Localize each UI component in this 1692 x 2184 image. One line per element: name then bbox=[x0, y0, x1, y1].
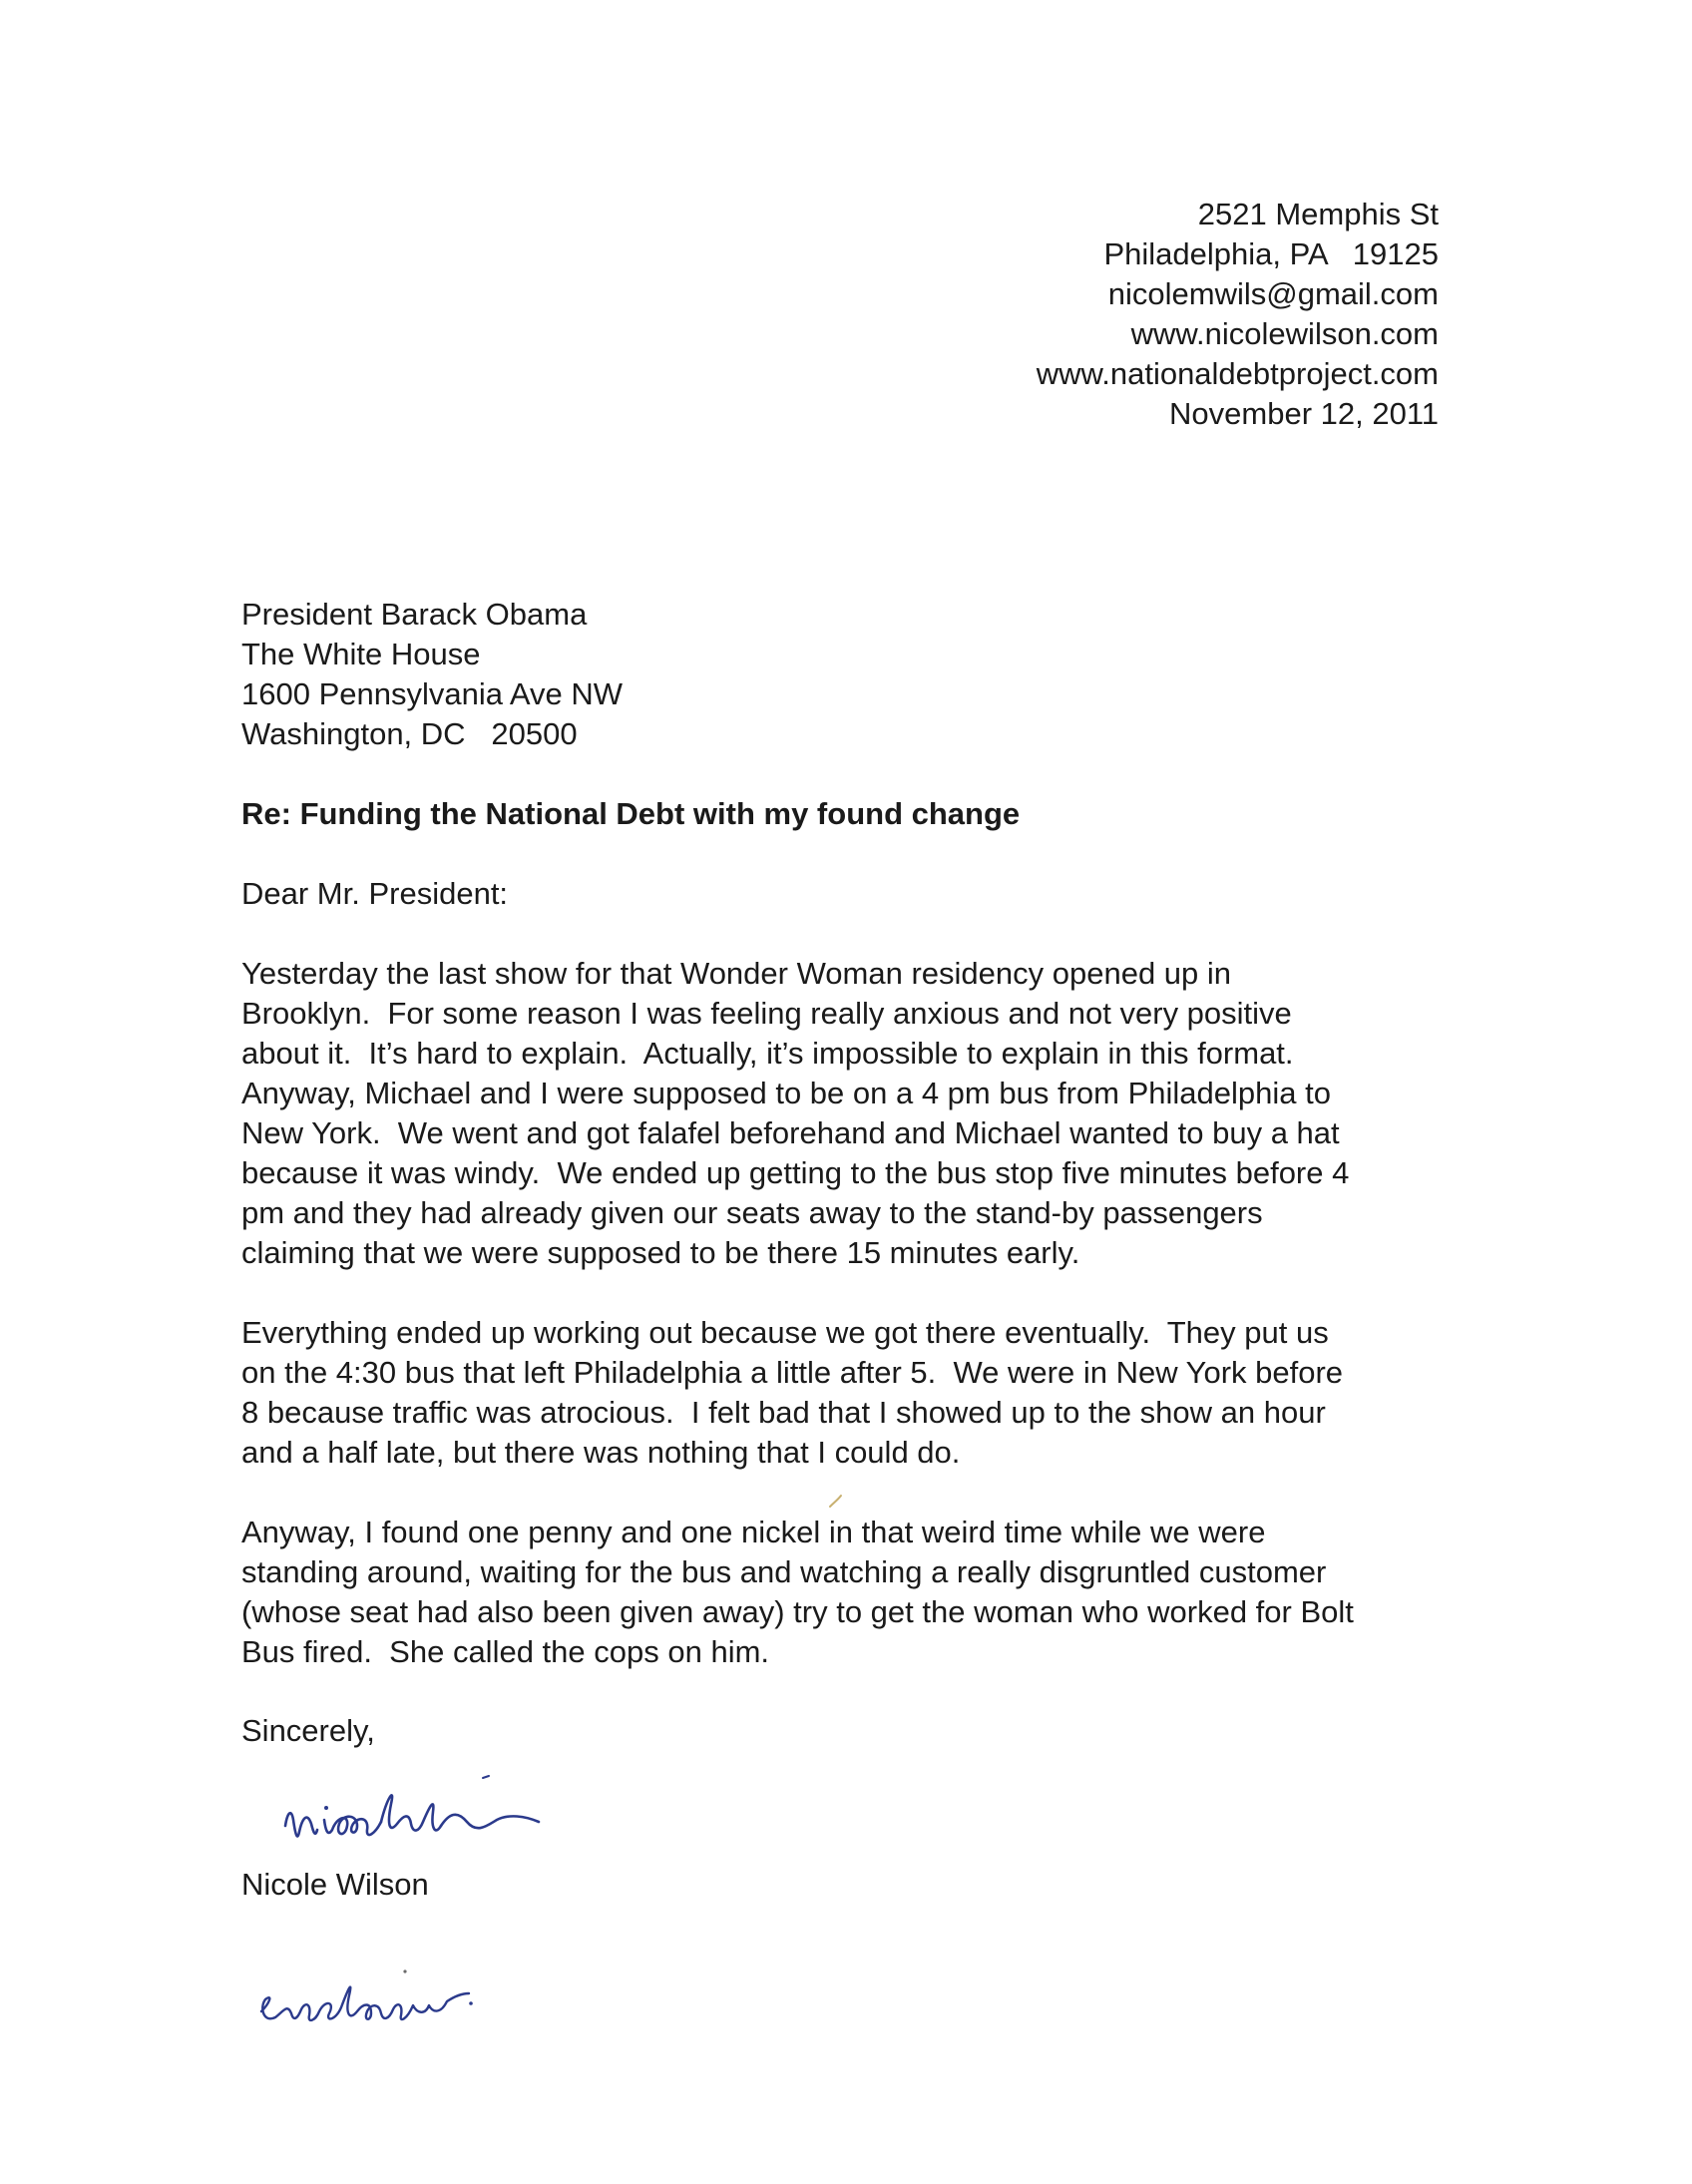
sender-website-2: www.nationaldebtproject.com bbox=[1036, 356, 1439, 391]
letter-date: November 12, 2011 bbox=[1169, 396, 1439, 431]
signer-name: Nicole Wilson bbox=[241, 1867, 429, 1902]
subject-line: Re: Funding the National Debt with my found change bbox=[241, 796, 1021, 831]
closing: Sincerely, bbox=[241, 1713, 375, 1748]
handwritten-enclosure bbox=[257, 1964, 557, 2048]
body-line: about it. It’s hard to explain. Actually, it’s impossible to explain in this format. bbox=[241, 1036, 1294, 1071]
sender-address-block bbox=[1037, 195, 1439, 434]
body-line: (whose seat had also been given away) try to get the woman who worked for Bolt bbox=[241, 1594, 1354, 1629]
recipient-street: 1600 Pennsylvania Ave NW bbox=[241, 676, 623, 711]
handwritten-signature bbox=[277, 1768, 656, 1863]
body-line: and a half late, but there was nothing that I could do. bbox=[241, 1435, 961, 1470]
signature-icon bbox=[277, 1768, 656, 1858]
paper-speck bbox=[828, 1494, 844, 1515]
enclosure-handwriting-icon bbox=[257, 1964, 557, 2043]
body-line: New York. We went and got falafel beforehand and Michael wanted to buy a hat bbox=[241, 1115, 1340, 1150]
body-paragraph-1 bbox=[241, 954, 1354, 1273]
body-line: claiming that we were supposed to be there 15 minutes early. bbox=[241, 1235, 1080, 1270]
recipient-organization: The White House bbox=[241, 637, 481, 671]
recipient-name: President Barack Obama bbox=[241, 597, 588, 632]
body-line: Everything ended up working out because we got there eventually. They put us bbox=[241, 1315, 1329, 1350]
body-line: 8 because traffic was atrocious. I felt bad that I showed up to the show an hour bbox=[241, 1395, 1326, 1430]
sender-email: nicolemwils@gmail.com bbox=[1107, 276, 1439, 311]
body-line: on the 4:30 bus that left Philadelphia a little after 5. We were in New York before bbox=[241, 1355, 1344, 1390]
body-line: Brooklyn. For some reason I was feeling really anxious and not very positive bbox=[241, 996, 1292, 1031]
body-line: Anyway, I found one penny and one nickel in that weird time while we were bbox=[241, 1515, 1266, 1549]
letter-body bbox=[241, 954, 1354, 1712]
salutation: Dear Mr. President: bbox=[241, 876, 509, 911]
sender-street: 2521 Memphis St bbox=[1197, 197, 1439, 231]
body-line: Anyway, Michael and I were supposed to be on a 4 pm bus from Philadelphia to bbox=[241, 1076, 1331, 1110]
body-paragraph-2 bbox=[241, 1313, 1354, 1473]
sender-city-state-zip: Philadelphia, PA 19125 bbox=[1103, 236, 1439, 271]
sender-website-1: www.nicolewilson.com bbox=[1130, 316, 1439, 351]
recipient-city-state-zip: Washington, DC 20500 bbox=[241, 716, 578, 751]
body-line: Bus fired. She called the cops on him. bbox=[241, 1634, 770, 1669]
body-line: standing around, waiting for the bus and watching a really disgruntled customer bbox=[241, 1554, 1327, 1589]
body-line: Yesterday the last show for that Wonder Woman residency opened up in bbox=[241, 956, 1232, 991]
recipient-address-block bbox=[241, 595, 623, 754]
body-line: because it was windy. We ended up getting to the bus stop five minutes before 4 bbox=[241, 1155, 1350, 1190]
body-line: pm and they had already given our seats away to the stand-by passengers bbox=[241, 1195, 1263, 1230]
speck-icon bbox=[828, 1494, 844, 1510]
body-paragraph-3 bbox=[241, 1513, 1354, 1672]
